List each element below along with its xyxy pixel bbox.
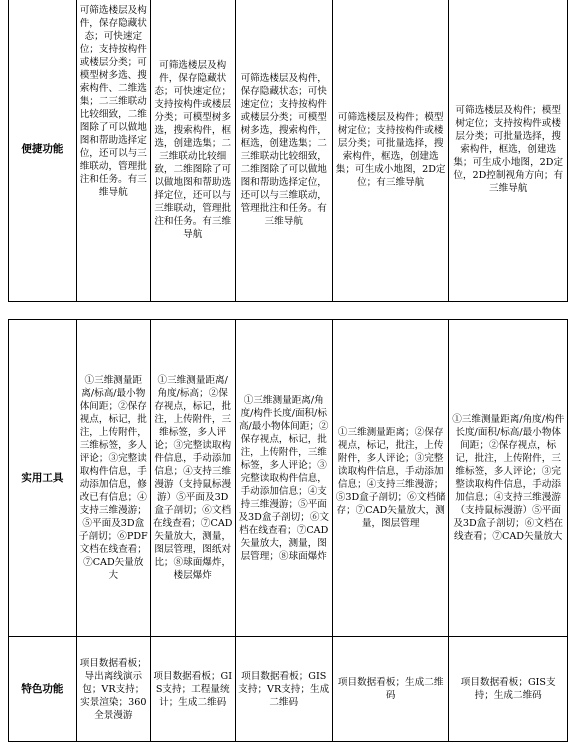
special-cell-2: 项目数据看板；GIS支持；工程量统计；生成二维码 — [150, 637, 235, 742]
special-cell-1: 项目数据看板；导出离线演示包；VR支持；实景渲染；360全景漫游 — [76, 637, 150, 742]
row-label-practical: 实用工具 — [9, 320, 77, 637]
convenience-cell-2: 可筛选楼层及构件，保存隐藏状态；可快速定位；支持按构件或楼层分类；可模型树多选，搜索构件，框选，创建选集；二三维联动比较细致，二维图除了可以做地图和帮助选择定位，还可以与三维联动，管理批注和任务。有三维导航 — [150, 0, 235, 302]
row-label-convenience: 便捷功能 — [9, 0, 77, 302]
special-cell-4: 项目数据看板；生成二维码 — [332, 637, 448, 742]
practical-cell-4: ①三维测量距离；②保存视点，标记，批注，上传附件，多人评论；③完整读取构件信息，手动添加信息；④支持三维漫游；⑤3D盒子剖切；⑥文档储存；⑦CAD矢量放大，测量，图层管理 — [332, 320, 448, 637]
convenience-cell-5: 可筛选楼层及构件；模型树定位；支持按构件或楼层分类；可批量选择，搜索构件，框选，创建选集；可生成小地图，2D定位，2D控制视角方向；有三维导航 — [449, 0, 568, 302]
practical-row — [9, 320, 568, 637]
special-row — [9, 637, 568, 742]
practical-cell-1: ①三维测量距离/标高/最小物体间距；②保存视点，标记，批注，上传附件，三维标签，多人评论；③完整读取构件信息，手动添加信息，修改已有信息；④支持三维漫游；⑤平面及3D盒子剖切；⑥PDF文档在线查看；⑦CAD矢量放大 — [76, 320, 150, 637]
convenience-cell-3: 可筛选楼层及构件，保存隐藏状态；可快速定位；支持按构件或楼层分类；可模型树多选，搜索构件，框选，创建选集；二三维联动比较细致，二维图除了可以做地图和帮助选择定位，还可以与三维联动，管理批注和任务。有三维导航 — [235, 0, 332, 302]
special-cell-3: 项目数据看板；GIS支持；VR支持；生成二维码 — [235, 637, 332, 742]
practical-cell-5: ①三维测量距离/角度/构件长度/面积/标高/最小物体间距；②保存视点，标记，批注，上传附件，三维标签，多人评论；③完整读取构件信息，手动添加信息；④支持三维漫游（支持鼠标漫游）⑤平面及3D盒子剖切；⑥文档在线查看；⑦CAD矢量放大 — [449, 320, 568, 637]
convenience-row — [9, 0, 568, 302]
tools-table — [8, 319, 568, 742]
convenience-table — [8, 0, 568, 302]
special-cell-5: 项目数据看板；GIS支持；生成二维码 — [449, 637, 568, 742]
practical-cell-2: ①三维测量距离/角度/标高；②保存视点，标记，批注，上传附件，三维标签，多人评论；③完整读取构件信息，手动添加信息；④支持三维漫游（支持鼠标漫游）⑤平面及3D盒子剖切；⑥文档在线查看；⑦CAD矢量放大，测量，图层管理，图纸对比；⑧球面爆炸，楼层爆炸 — [150, 320, 235, 637]
practical-cell-3: ①三维测量距离/角度/构件长度/面积/标高/最小物体间距；②保存视点，标记，批注，上传附件，三维标签，多人评论；③完整读取构件信息，手动添加信息；④支持三维漫游；⑤平面及3D盒子剖切；⑥文档在线查看；⑦CAD矢量放大，测量，图层管理；⑧球面爆炸 — [235, 320, 332, 637]
convenience-cell-1: 可筛选楼层及构件，保存隐藏状态；可快速定位；支持按构件或楼层分类；可模型树多选、搜索构件、二维选集；二三维联动比较细致，二维图除了可以做地图和帮助选择定位，还可以与三维联动，管理批注和任务。有三维导航 — [76, 0, 150, 302]
row-label-special: 特色功能 — [9, 637, 77, 742]
convenience-cell-4: 可筛选楼层及构件；模型树定位；支持按构件或楼层分类；可批量选择，搜索构件，框选，创建选集；可生成小地图，2D定位；有三维导航 — [332, 0, 448, 302]
